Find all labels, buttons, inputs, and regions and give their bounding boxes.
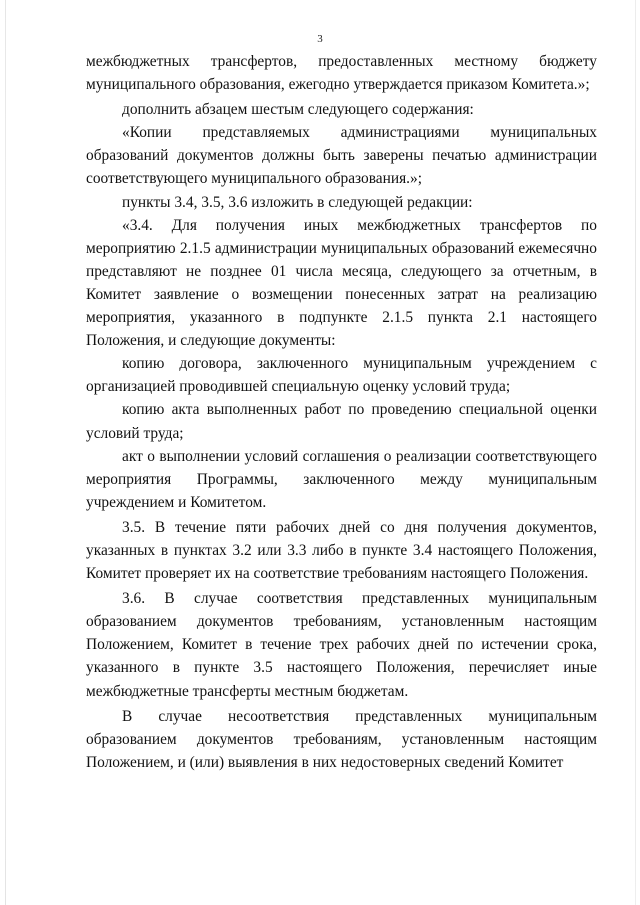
document-body [86, 50, 597, 774]
paragraph-clause-3-5: 3.5. В течение пяти рабочих дней со дня получения документов, указанных в пунктах 3.2 или 3.3 либо в пункте 3.4 настоящего Положения, Комитет проверяет их на соответствие требованиям настоящего Положения. [86, 518, 597, 583]
paragraph-agreement-act: акт о выполнении условий соглашения о реализации соответствующего мероприятия Программы, заключенного между муниципальным учреждением и Комитетом. [86, 447, 597, 511]
paragraph-amendment-sixth-clause: дополнить абзацем шестым следующего содержания: [122, 101, 474, 119]
paragraph-clauses-new-edition: пункты 3.4, 3.5, 3.6 изложить в следующей редакции: [122, 193, 473, 211]
paragraph-act-copy: копию акта выполненных работ по проведению специальной оценки условий труда; [86, 401, 597, 442]
paragraph-copies-certified: «Копии представляемых администрациями муниципальных образований документов должны быть заверены печатью администрации соответствующего муниципального образования.»; [86, 124, 597, 188]
paragraph-contract-copy: копию договора, заключенного муниципальным учреждением с организацией проводившей специальную оценку условий труда; [86, 355, 597, 396]
paragraph-continuation: межбюджетных трансфертов, предоставленных местному бюджету муниципального образования, ежегодно утверждается приказом Комитета.»; [86, 53, 597, 94]
paragraph-clause-3-4: «3.4. Для получения иных межбюджетных трансфертов по мероприятию 2.1.5 администрации муниципальных образований ежемесячно представляют не позднее 01 числа месяца, следующего за отчетным, в Комитет заявление о возмещении понесенных затрат на реализацию мероприятия, указанного в подпункте 2.1.5 пункта 2.1 настоящего Положения, и следующие документы: [86, 216, 597, 350]
scan-edge-left [5, 0, 6, 905]
paragraph-clause-3-6: 3.6. В случае соответствия представленных муниципальным образованием документов требованиям, установленным настоящим Положением, Комитет в течение трех рабочих дней по истечении срока, указанного в пункте 3.5 настоящего Положения, перечисляет иные межбюджетные трансферты местным бюджетам. [86, 590, 597, 700]
scan-edge-right [635, 0, 636, 905]
page-number: 3 [317, 33, 323, 45]
paragraph-noncompliance: В случае несоответствия представленных муниципальным образованием документов требованиям, установленным настоящим Положением, и (или) выявления в них недостоверных сведений Комитет [86, 707, 597, 771]
